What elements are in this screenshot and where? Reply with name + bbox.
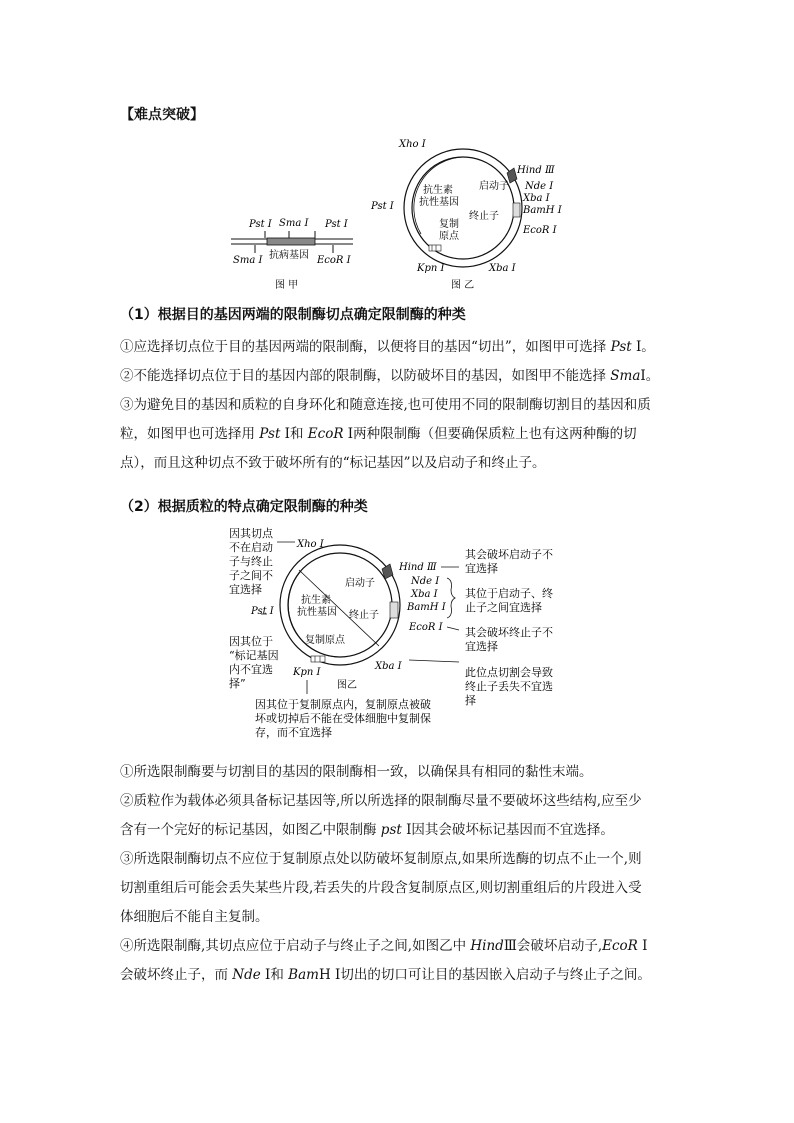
p1-terminator: 终止子 [469,211,499,222]
p1-xba2: Xba Ⅰ [489,263,516,274]
p1-hind: Hind Ⅲ [517,165,555,176]
svg-text:子之间不: 子之间不 [229,569,273,582]
sub2-line4: ③所选限制酶切点不应位于复制原点处以防破坏复制原点,如果所选酶的切点不止一个,则 [120,851,642,867]
sub2-line1: ①所选限制酶要与切割目的基因的限制酶相一致，以确保具有相同的黏性末端。 [120,764,593,780]
sub2-title: （2）根据质粒的特点确定限制酶的种类 [120,499,368,515]
note-left-top [229,526,274,596]
label-pst-right: Pst Ⅰ [325,219,348,230]
figure-2 [215,520,595,745]
note-right-3 [465,625,553,653]
sub1-line3: ③为避免目的基因和质粒的自身环化和随意连接,也可使用不同的限制酶切割目的基因和质 [120,397,651,413]
svg-text:其位于启动子、终: 其位于启动子、终 [465,587,553,600]
svg-text:坏或切掉后不能在受体细胞中复制保: 坏或切掉后不能在受体细胞中复制保 [255,712,431,725]
svg-text:择”: 择” [229,677,246,690]
label-pst-left: Pst Ⅰ [249,219,272,230]
svg-text:其会破坏终止子不: 其会破坏终止子不 [465,626,553,639]
p1-eco: EcoR Ⅰ [523,225,557,236]
sub2-line7: ④所选限制酶,其切点应位于启动子与终止子之间,如图乙中 HindⅢ会破坏启动子,EcoR Ⅰ [120,938,648,954]
p1-bam: BamH Ⅰ [523,205,562,216]
svg-text:宜选择: 宜选择 [229,583,262,596]
svg-text:因其切点: 因其切点 [229,527,273,540]
p1-marker1: 抗生素 [423,185,453,196]
label-sma-top: Sma Ⅰ [279,218,309,229]
svg-text:终止子丢失不宜选: 终止子丢失不宜选 [465,680,553,693]
p2-marker1: 抗生素 [301,595,331,606]
note-left-bottom [229,635,279,690]
sub2-line6: 体细胞后不能自主复制。 [120,909,269,925]
svg-text:不在启动: 不在启动 [229,541,273,554]
p1-xho: Xho Ⅰ [399,139,426,150]
p2-xba2: Xba Ⅰ [375,661,402,672]
sub1-title: （1）根据目的基因两端的限制酶切点确定限制酶的种类 [120,307,466,323]
sub2-line8: 会破坏终止子，而 Nde Ⅰ和 BamH Ⅰ切出的切口可让目的基因嵌入启动子与终止子之间。 [120,967,651,983]
p1-ori1: 复制 [439,219,459,230]
gene-diagram [231,218,353,291]
svg-text:其会破坏启动子不: 其会破坏启动子不 [465,548,553,561]
sub1-line2: ②不能选择切点位于目的基因内部的限制酶，以防破坏目的基因，如图甲不能选择 SmaⅠ。 [120,368,660,384]
note-right-4 [465,665,553,707]
note-bottom [255,697,431,739]
sub1-line5: 点），而且这种切点不致于破坏所有的“标记基因”以及启动子和终止子。 [120,455,546,471]
p2-ori: 复制原点 [305,635,345,646]
caption-jia: 图 甲 [275,280,299,291]
p1-nde: Nde Ⅰ [525,181,554,192]
label-eco-bottom: EcoR Ⅰ [317,255,351,266]
svg-text:因其位于复制原点内，复制原点被破: 因其位于复制原点内，复制原点被破 [255,698,431,711]
svg-text:宜选择: 宜选择 [465,640,498,653]
svg-text:子与终止: 子与终止 [229,555,273,568]
note-right-2 [465,586,553,614]
sub2-line2: ②质粒作为载体必须具备标记基因等,所以所选择的限制酶尽量不要破坏这些结构,应至少 [120,793,642,809]
sub2-line3: 含有一个完好的标记基因，如图乙中限制酶 pst Ⅰ因其会破坏标记基因而不宜选择。 [120,822,614,838]
p2-xba1: Xba Ⅰ [411,589,438,600]
p2-terminator: 终止子 [349,610,379,621]
svg-text:因其位于: 因其位于 [229,635,273,648]
note-right-1 [465,547,553,575]
p1-marker2: 抗性基因 [419,197,459,208]
sub2-line5: 切割重组后可能会丢失某些片段,若丢失的片段含复制原点区,则切割重组后的片段进入受 [120,880,642,896]
p2-kpn: Kpn Ⅰ [293,667,321,678]
p1-pst: Pst Ⅰ [371,201,394,212]
p2-xho: Xho Ⅰ [297,539,324,550]
p2-hind: Hind Ⅲ [399,562,437,573]
label-gene: 抗病基因 [269,250,309,261]
svg-text:止子之间宜选择: 止子之间宜选择 [465,601,542,614]
p1-xba1: Xba Ⅰ [523,193,550,204]
gene-segment [267,238,315,245]
p2-promoter: 启动子 [345,578,375,589]
sub1-body [120,333,680,478]
svg-text:“标记基因: “标记基因 [229,649,279,662]
svg-text:此位点切割会导致: 此位点切割会导致 [465,666,553,679]
svg-text:内不宜选: 内不宜选 [229,663,273,676]
label-sma-bottom: Sma Ⅰ [233,255,263,266]
p1-promoter: 启动子 [479,181,509,192]
svg-text:宜选择: 宜选择 [465,562,498,575]
p2-marker2: 抗性基因 [297,607,337,618]
caption-yi-1: 图 乙 [451,280,475,291]
p2-pst: Pst Ⅰ [251,606,274,617]
p1-kpn: Kpn Ⅰ [417,263,445,274]
caption-yi-2: 图乙 [337,680,357,691]
sub1-line4: 粒，如图甲也可选择用 Pst Ⅰ和 EcoR Ⅰ两种限制酶（但要确保质粒上也有这两种酶的切 [120,426,637,442]
plasmid-diagram-1 [370,139,563,291]
p2-eco: EcoR Ⅰ [409,622,443,633]
p1-ori2: 原点 [439,231,459,242]
section-title: 【难点突破】 [120,107,204,123]
p2-bam: BamH Ⅰ [407,602,446,613]
p2-nde: Nde Ⅰ [411,576,440,587]
sub2-body [120,758,680,990]
figure-1 [225,135,575,295]
sub1-line1: ①应选择切点位于目的基因两端的限制酶，以便将目的基因“切出”，如图甲可选择 Pst Ⅰ。 [120,339,655,355]
svg-text:存，而不宜选择: 存，而不宜选择 [255,726,332,739]
svg-text:择: 择 [465,694,476,707]
